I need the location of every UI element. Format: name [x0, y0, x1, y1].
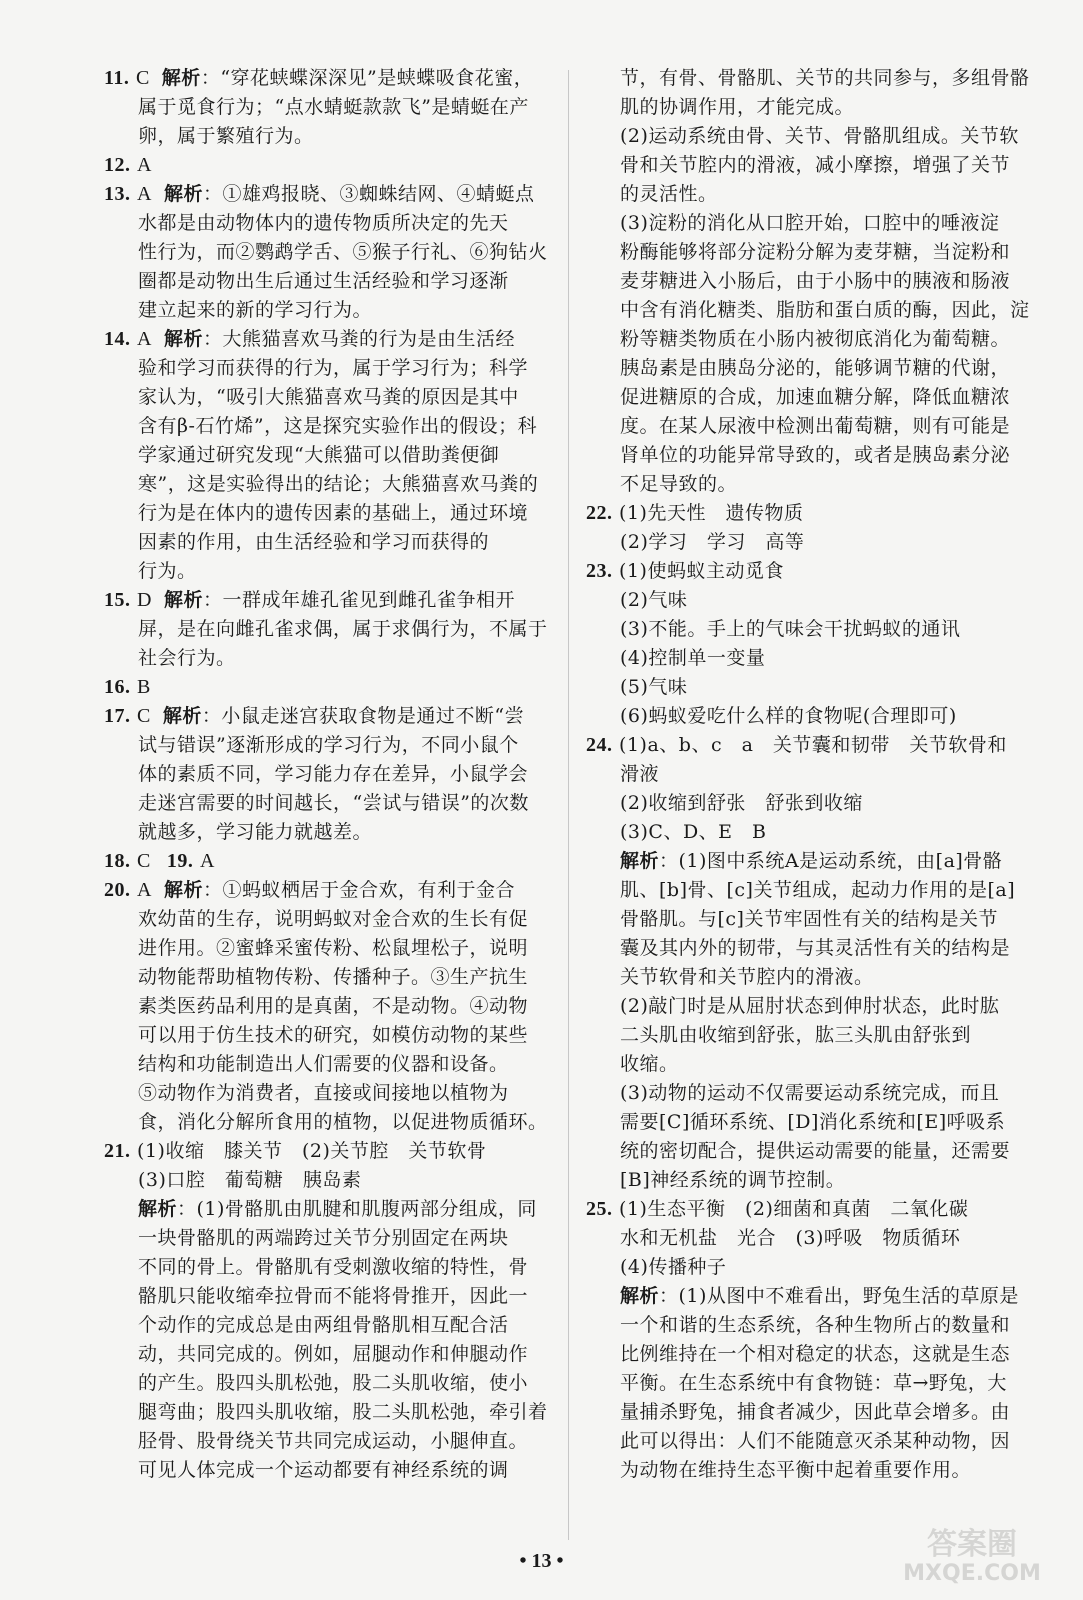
text-line: 关节软骨和关节腔内的滑液。	[620, 966, 874, 988]
text-line: 促进糖原的合成，加速血糖分解，降低血糖浓	[620, 386, 1011, 408]
text-line: 验和学习而获得的行为，属于学习行为；科学	[138, 357, 529, 379]
text-line: 水都是由动物体内的遗传物质所决定的先天	[138, 212, 509, 234]
question-12	[104, 151, 548, 180]
answer-line: (1)收缩 膝关节 (2)关节腔 关节软骨	[137, 1140, 487, 1162]
page-number-value: 13	[531, 1550, 552, 1572]
text-line: 圈都是动物出生后通过生活经验和学习逐渐	[138, 270, 509, 292]
text-line: [B]神经系统的调节控制。	[620, 1169, 846, 1191]
answer-choice: C	[137, 705, 151, 727]
text-line: ：大熊猫喜欢马粪的行为是由生活经	[203, 328, 516, 350]
text-line: 平衡。在生态系统中有食物链：草→野兔，大	[620, 1372, 1007, 1394]
text-line: 卵，属于繁殖行为。	[138, 125, 314, 147]
text-line: ：①蚂蚁栖居于金合欢，有利于金合	[203, 879, 516, 901]
line	[586, 557, 1030, 586]
answer-choice: A	[137, 328, 152, 350]
text-line: 统的密切配合，提供运动需要的能量，还需要	[620, 1140, 1011, 1162]
line	[104, 673, 548, 702]
answer-line: (4)控制单一变量	[620, 647, 766, 669]
text-line: 囊及其内外的韧带，与其灵活性有关的结构是	[620, 937, 1011, 959]
question-24	[586, 731, 1030, 1195]
jiexi-label: 解析	[162, 705, 202, 727]
line	[104, 151, 548, 180]
page-number: • 13 •	[519, 1550, 564, 1572]
question-13	[104, 180, 548, 325]
text-line: 一块骨骼肌的两端跨过关节分别固定在两块	[138, 1227, 509, 1249]
watermark-line2: MXQE.COM	[903, 1561, 1041, 1586]
answer-line: (2)气味	[620, 589, 688, 611]
line	[104, 702, 548, 731]
jiexi-label: 解析	[620, 850, 660, 872]
question-number: 25.	[586, 1198, 613, 1220]
line	[104, 1137, 548, 1166]
answer-choice: A	[137, 183, 152, 205]
text-line: 骨骼肌。与[c]关节牢固性有关的结构是关节	[620, 908, 998, 930]
right-column	[586, 64, 1030, 1485]
text-line: ：(1)从图中不难看出，野兔生活的草原是	[659, 1285, 1019, 1307]
text-line: (3)淀粉的消化从口腔开始，口腔中的唾液淀	[620, 212, 1000, 234]
question-14	[104, 325, 548, 586]
jiexi-label: 解析	[138, 1198, 178, 1220]
text-line: 试与错误”逐渐形成的学习行为，不同小鼠个	[138, 734, 519, 756]
left-column	[104, 64, 548, 1485]
answer-choice: B	[137, 676, 151, 698]
text-line: 属于觅食行为；“点水蜻蜓款款飞”是蜻蜓在产	[138, 96, 529, 118]
text-line: 个动作的完成总是由两组骨骼肌相互配合活	[138, 1314, 509, 1336]
text-line: 胫骨、股骨绕关节共同完成运动，小腿伸直。	[138, 1430, 529, 1452]
text-line: ⑤动物作为消费者，直接或间接地以植物为	[138, 1082, 509, 1104]
text-line: 的产生。股四头肌松弛，股二头肌收缩，使小	[138, 1372, 529, 1394]
text-line: 不同的骨上。骨骼肌有受刺激收缩的特性，骨	[138, 1256, 529, 1278]
line	[104, 325, 548, 354]
text-line: 度。在某人尿液中检测出葡萄糖，则有可能是	[620, 415, 1011, 437]
text-line: 动，共同完成的。例如，屈腿动作和伸腿动作	[138, 1343, 529, 1365]
question-21-continued	[590, 64, 1030, 499]
text-line: 肌、[b]骨、[c]关节组成，起动力作用的是[a]	[620, 879, 1016, 901]
watermark-logo	[887, 1520, 1057, 1586]
line	[590, 847, 1030, 876]
text-line: ：(1)图中系统A是运动系统，由[a]骨骼	[659, 850, 1003, 872]
text-line: (3)动物的运动不仅需要运动系统完成，而且	[620, 1082, 1000, 1104]
answer-line: (3)C、D、E B	[620, 821, 767, 843]
text-line: 为动物在维持生态平衡中起着重要作用。	[620, 1459, 972, 1481]
question-25	[586, 1195, 1030, 1485]
watermark-line1: 答案圈	[927, 1527, 1017, 1562]
text-line: 就越多，学习能力就越差。	[138, 821, 373, 843]
jiexi-label: 解析	[164, 328, 204, 350]
text-line: 寒”，这是实验得出的结论；大熊猫喜欢马粪的	[138, 473, 539, 495]
answer-line: (4)传播种子	[620, 1256, 727, 1278]
question-20	[104, 876, 548, 1137]
text-line: 此可以得出：人们不能随意灭杀某种动物，因	[620, 1430, 1011, 1452]
question-number: 17.	[104, 705, 131, 727]
text-line: 肌的协调作用，才能完成。	[620, 96, 855, 118]
text-line: 胰岛素是由胰岛分泌的，能够调节糖的代谢，	[620, 357, 1011, 379]
text-line: 粉酶能够将部分淀粉分解为麦芽糖，当淀粉和	[620, 241, 1011, 263]
question-number: 18.	[104, 850, 131, 872]
text-line: 食，消化分解所食用的植物，以促进物质循环。	[138, 1111, 548, 1133]
text-line: ：小鼠走迷宫获取食物是通过不断“尝	[201, 705, 525, 727]
answer-line: (1)先天性 遗传物质	[619, 502, 804, 524]
text-line: 不足导致的。	[620, 473, 738, 495]
text-line: 行为。	[138, 560, 197, 582]
question-21	[104, 1137, 548, 1485]
text-line: 建立起来的新的学习行为。	[138, 299, 373, 321]
answer-line: (5)气味	[620, 676, 688, 698]
answer-choice: A	[137, 879, 152, 901]
jiexi-label: 解析	[164, 589, 204, 611]
answer-line: (1)a、b、c a 关节囊和韧带 关节软骨和	[619, 734, 1007, 756]
text-line: 需要[C]循环系统、[D]消化系统和[E]呼吸系	[620, 1111, 1006, 1133]
text-line: 的灵活性。	[620, 183, 718, 205]
answer-line: (6)蚂蚁爱吃什么样的食物呢(合理即可)	[620, 705, 957, 727]
line	[104, 64, 548, 93]
question-17	[104, 702, 548, 847]
answer-choice: A	[199, 850, 215, 872]
question-number: 13.	[104, 183, 131, 205]
question-number: 16.	[104, 676, 131, 698]
question-number: 15.	[104, 589, 131, 611]
text-line: (2)运动系统由骨、关节、骨骼肌组成。关节软	[620, 125, 1019, 147]
text-line: 动物能帮助植物传粉、传播种子。③生产抗生	[138, 966, 529, 988]
text-line: 骨和关节腔内的滑液，减小摩擦，增强了关节	[620, 154, 1011, 176]
answer-line: (1)生态平衡 (2)细菌和真菌 二氧化碳	[619, 1198, 969, 1220]
text-line: 一个和谐的生态系统，各种生物所占的数量和	[620, 1314, 1011, 1336]
text-line: 可以用于仿生技术的研究，如模仿动物的某些	[138, 1024, 529, 1046]
text-line: 比例维持在一个相对稳定的状态，这就是生态	[620, 1343, 1011, 1365]
question-number: 21.	[104, 1140, 131, 1162]
text-line: 量捕杀野兔，捕食者减少，因此草会增多。由	[620, 1401, 1011, 1423]
answer-choice: D	[137, 589, 152, 611]
answer-choice: A	[137, 154, 152, 176]
text-line: ：“穿花蛱蝶深深见”是蛱蝶吸食花蜜，	[200, 67, 534, 89]
text-line: 含有β-石竹烯”，这是探究实验作出的假设；科	[138, 415, 538, 437]
jiexi-label: 解析	[164, 183, 204, 205]
text-line: 可见人体完成一个运动都要有神经系统的调	[138, 1459, 509, 1481]
question-number: 20.	[104, 879, 131, 901]
text-line: ：①雄鸡报晓、③蜘蛛结网、④蜻蜓点	[203, 183, 535, 205]
column-divider	[568, 70, 569, 1540]
text-line: 肾单位的功能异常导致的，或者是胰岛素分泌	[620, 444, 1011, 466]
text-line: (2)敲门时是从屈肘状态到伸肘状态，此时肱	[620, 995, 1000, 1017]
jiexi-label: 解析	[164, 879, 204, 901]
text-line: 二头肌由收缩到舒张，肱三头肌由舒张到	[620, 1024, 972, 1046]
line	[586, 1195, 1030, 1224]
question-18-19	[104, 847, 548, 876]
answer-choice: C	[135, 67, 150, 89]
text-line: 屏，是在向雌孔雀求偶，属于求偶行为，不属于	[138, 618, 548, 640]
answer-line: 滑液	[620, 763, 660, 785]
answer-line: (3)口腔 葡萄糖 胰岛素	[138, 1169, 362, 1191]
text-line: 体的素质不同，学习能力存在差异，小鼠学会	[138, 763, 529, 785]
text-line: 因素的作用，由生活经验和学习而获得的	[138, 531, 490, 553]
text-line: 学家通过研究发现“大熊猫可以借助粪便御	[138, 444, 500, 466]
text-line: 欢幼苗的生存，说明蚂蚁对金合欢的生长有促	[138, 908, 529, 930]
question-15	[104, 586, 548, 673]
line	[104, 876, 548, 905]
text-line: 节，有骨、骨骼肌、关节的共同参与，多组骨骼	[620, 67, 1030, 89]
question-number: 19.	[166, 850, 194, 872]
text-line: 行为是在体内的遗传因素的基础上，通过环境	[138, 502, 529, 524]
answer-line: 水和无机盐 光合 (3)呼吸 物质循环	[620, 1227, 961, 1249]
line	[108, 1195, 548, 1224]
text-line: ：一群成年雄孔雀见到雌孔雀争相开	[203, 589, 516, 611]
line	[104, 586, 548, 615]
text-line: 腿弯曲；股四头肌收缩，股二头肌松弛，牵引着	[138, 1401, 548, 1423]
question-16	[104, 673, 548, 702]
question-number: 11.	[104, 67, 130, 89]
text-line: 结构和功能制造出人们需要的仪器和设备。	[138, 1053, 509, 1075]
question-number: 14.	[104, 328, 131, 350]
answer-line: (2)学习 学习 高等	[620, 531, 805, 553]
text-line: 走迷宫需要的时间越长，“尝试与错误”的次数	[138, 792, 529, 814]
question-number: 24.	[586, 734, 613, 756]
text-line: 进作用。②蜜蜂采蜜传粉、松鼠埋松子，说明	[138, 937, 529, 959]
answer-choice: C	[137, 850, 151, 872]
text-line: 性行为，而②鹦鹉学舌、⑤猴子行礼、⑥狗钻火	[138, 241, 548, 263]
line	[586, 499, 1030, 528]
jiexi-label: 解析	[620, 1285, 660, 1307]
question-23	[586, 557, 1030, 731]
text-line: 粉等糖类物质在小肠内被彻底消化为葡萄糖。	[620, 328, 1011, 350]
text-line: 骼肌只能收缩牵拉骨而不能将骨推开，因此一	[138, 1285, 529, 1307]
question-22	[586, 499, 1030, 557]
question-number: 22.	[586, 502, 613, 524]
text-line: 收缩。	[620, 1053, 679, 1075]
text-line: 社会行为。	[138, 647, 236, 669]
question-11	[104, 64, 548, 151]
text-line: 中含有消化糖类、脂肪和蛋白质的酶，因此，淀	[620, 299, 1030, 321]
line	[590, 1282, 1030, 1311]
answer-line: (1)使蚂蚁主动觅食	[619, 560, 784, 582]
text-line: ：(1)骨骼肌由肌腱和肌腹两部分组成，同	[177, 1198, 537, 1220]
line	[104, 847, 548, 876]
answer-line: (3)不能。手上的气味会干扰蚂蚁的通讯	[620, 618, 961, 640]
jiexi-label: 解析	[161, 67, 201, 89]
text-line: 家认为，“吸引大熊猫喜欢马粪的原因是其中	[138, 386, 519, 408]
question-number: 12.	[104, 154, 131, 176]
answer-line: (2)收缩到舒张 舒张到收缩	[620, 792, 863, 814]
line	[104, 180, 548, 209]
question-number: 23.	[586, 560, 613, 582]
text-line: 素类医药品利用的是真菌，不是动物。④动物	[138, 995, 529, 1017]
line	[586, 731, 1030, 760]
text-line: 麦芽糖进入小肠后，由于小肠中的胰液和肠液	[620, 270, 1011, 292]
